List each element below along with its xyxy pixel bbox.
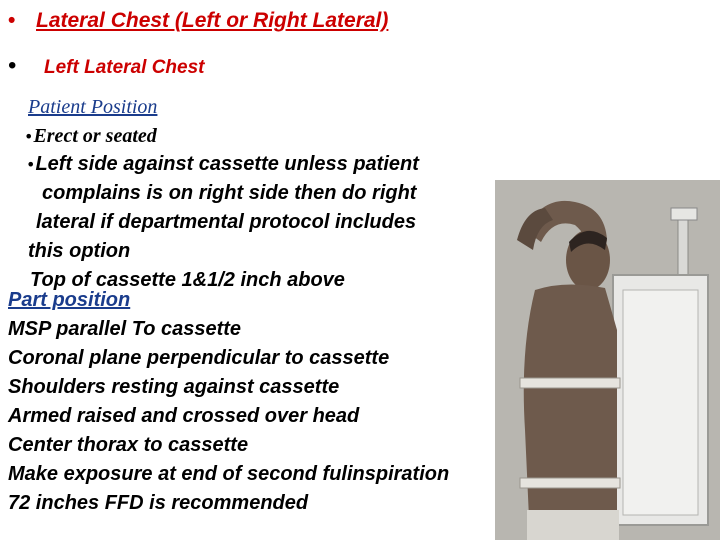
subtitle-bullet: • (8, 52, 17, 79)
patient-position-heading: Patient Position (28, 96, 158, 118)
patient-position-continuation-4: Top of cassette 1&1/2 inch above (30, 269, 345, 291)
part-position-heading: Part position (8, 289, 131, 311)
torso (524, 284, 617, 540)
bullet-icon: • (26, 155, 36, 174)
part-position-item: Shoulders resting against cassette (8, 376, 340, 398)
cassette (623, 290, 698, 515)
part-position-item: MSP parallel To cassette (8, 318, 242, 340)
bullet-icon: • (24, 127, 34, 146)
part-position-item: Make exposure at end of second fulinspiration (8, 463, 450, 485)
patient-position-continuation-3: this option (28, 240, 131, 262)
strap-lower (520, 478, 620, 488)
part-position-item: Center thorax to cassette (8, 434, 249, 456)
part-position-item: Armed raised and crossed over head (8, 405, 360, 427)
patient-position-item-1: •Erect or seated (24, 125, 157, 147)
slide-title: Lateral Chest (Left or Right Lateral) (36, 9, 389, 32)
title-bullet: • (8, 9, 16, 32)
patient-position-item-2: •Left side against cassette unless patient (26, 153, 419, 175)
part-position-item: 72 inches FFD is recommended (8, 492, 309, 514)
patient-position-continuation-1: complains is on right side then do right (42, 182, 417, 204)
slide-subtitle: Left Lateral Chest (44, 57, 205, 78)
patient-position-continuation-2: lateral if departmental protocol includes (36, 211, 417, 233)
patient-lateral-chest-photo (495, 180, 720, 540)
part-position-item: Coronal plane perpendicular to cassette (8, 347, 390, 369)
waistband (527, 510, 619, 540)
stand-clamp (671, 208, 697, 220)
strap-upper (520, 378, 620, 388)
